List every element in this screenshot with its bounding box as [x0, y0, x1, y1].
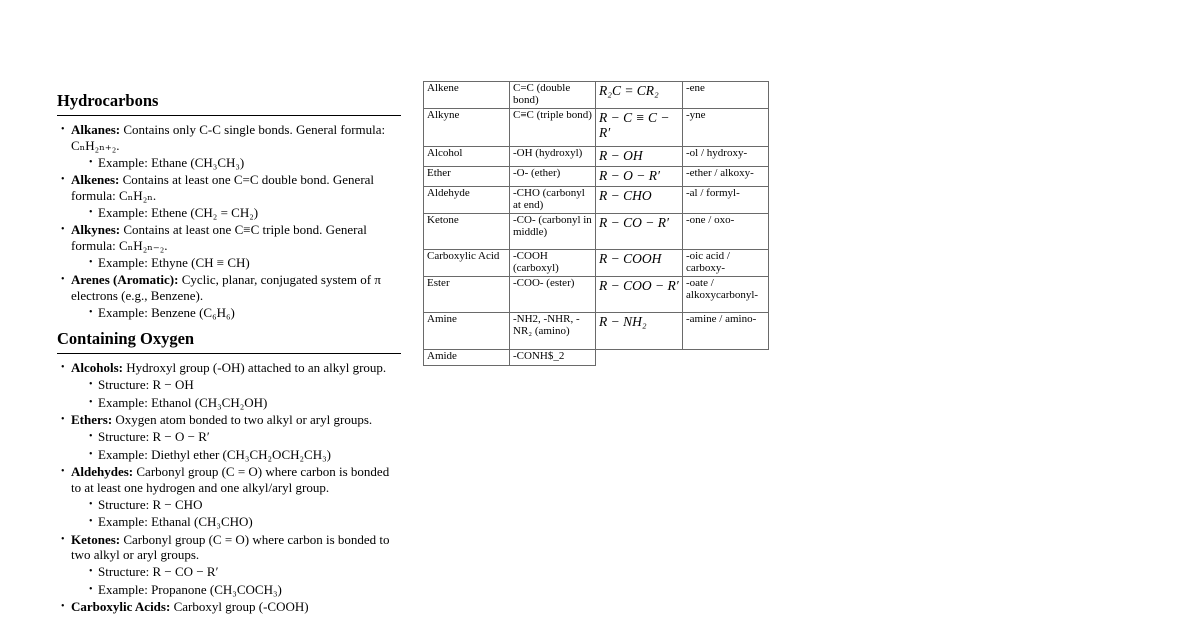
formula-cell: R − CO − R′	[596, 214, 683, 250]
formula-cell: R − COOH	[596, 250, 683, 277]
item-text: Carbonyl group (C = O) where carbon is bonded to at least one hydrogen and one alkyl/aryl group.	[71, 464, 390, 495]
item-text: Contains at least one C=C double bond. General formula: CₙH₂ₙ.	[71, 172, 375, 203]
list-item	[57, 122, 401, 170]
table-row	[424, 167, 769, 187]
table-cell: -ether / alkoxy-	[683, 167, 769, 187]
table-row	[424, 214, 769, 250]
table-cell: -amine / amino-	[683, 313, 769, 350]
table-cell: C≡C (triple bond)	[510, 109, 596, 147]
item-list	[57, 122, 401, 320]
table-cell: C=C (double bond)	[510, 82, 596, 109]
groups-table	[423, 81, 769, 366]
table-cell: -one / oxo-	[683, 214, 769, 250]
item-term: Alcohols:	[71, 360, 123, 375]
table-cell: -ol / hydroxy-	[683, 147, 769, 167]
empty-cell	[596, 350, 683, 366]
sub-item: • Example: Ethanal (CH₃CHO)	[71, 514, 401, 530]
table-cell: Alkene	[424, 82, 510, 109]
table-row	[424, 313, 769, 350]
sub-item: • Structure: R − CO − R′	[71, 564, 401, 580]
list-item	[57, 222, 401, 270]
table-cell: Alkyne	[424, 109, 510, 147]
sub-item: • Example: Ethene (CH₂ = CH₂)	[71, 205, 401, 221]
item-term: Alkynes:	[71, 222, 121, 237]
item-term: Arenes (Aromatic):	[71, 272, 179, 287]
section-title: Hydrocarbons	[57, 90, 401, 116]
formula-cell: R − OH	[596, 147, 683, 167]
table-cell: -CO- (carbonyl in middle)	[510, 214, 596, 250]
list-item	[57, 272, 401, 320]
formula-cell: R − NH₂	[596, 313, 683, 350]
table-cell: -COOH (carboxyl)	[510, 250, 596, 277]
table-cell: Ether	[424, 167, 510, 187]
sub-item: • Structure: R − O − R′	[71, 429, 401, 445]
item-text: Hydroxyl group (-OH) attached to an alkyl group.	[126, 360, 387, 375]
table-cell: Ketone	[424, 214, 510, 250]
formula-cell: R − C ≡ C − R′	[596, 109, 683, 147]
table-cell: -oic acid / carboxy-	[683, 250, 769, 277]
table-row	[424, 250, 769, 277]
section-hydrocarbons	[57, 90, 401, 320]
table-cell: -CONH$_2	[510, 350, 596, 366]
item-list	[57, 360, 401, 615]
sub-item: • Example: Ethyne (CH ≡ CH)	[71, 255, 401, 271]
table-cell: Ester	[424, 277, 510, 313]
formula-cell: R − COO − R′	[596, 277, 683, 313]
list-item	[57, 599, 401, 615]
item-term: Ketones:	[71, 531, 121, 547]
table-cell: Alcohol	[424, 147, 510, 167]
table-cell: -al / formyl-	[683, 187, 769, 214]
section-title: Containing Oxygen	[57, 328, 401, 354]
list-item	[57, 172, 401, 220]
table-cell: -oate / alkoxycarbonyl-	[683, 277, 769, 313]
item-text: Contains at least one C≡C triple bond. General formula: CₙH₂ₙ₋₂.	[71, 222, 367, 253]
item-text: Contains only C-C single bonds. General formula: CₙH₂ₙ₊₂.	[71, 122, 386, 153]
table-cell: -O- (ether)	[510, 167, 596, 187]
item-term: Carboxylic Acids:	[71, 599, 171, 614]
empty-cell	[683, 350, 769, 366]
sub-item: • Example: Ethane (CH₃CH₃)	[71, 155, 401, 171]
table-row	[424, 350, 769, 366]
table-cell: -OH (hydroxyl)	[510, 147, 596, 167]
sub-item: • Structure: R − OH	[71, 377, 401, 393]
list-item	[57, 412, 401, 462]
list-item	[57, 464, 401, 530]
table-cell: -CHO (carbonyl at end)	[510, 187, 596, 214]
table-cell: -ene	[683, 82, 769, 109]
notes-column	[57, 90, 401, 616]
formula-cell: R₂C = CR₂	[596, 82, 683, 109]
sub-item: • Example: Propanone (CH₃COCH₃)	[71, 582, 401, 598]
table-cell: -yne	[683, 109, 769, 147]
sub-item: • Example: Ethanol (CH₃CH₂OH)	[71, 395, 401, 411]
table-row	[424, 147, 769, 167]
table-row	[424, 277, 769, 313]
item-term: Aldehydes:	[71, 464, 134, 479]
item-term: Alkanes:	[71, 122, 121, 137]
section-containing-oxygen	[57, 328, 401, 615]
table-cell: Carboxylic Acid	[424, 250, 510, 277]
table-cell: -COO- (ester)	[510, 277, 596, 313]
sub-item: • Example: Diethyl ether (CH₃CH₂OCH₂CH₃)	[71, 447, 401, 463]
table-cell: -NH2, -NHR, -NR₂ (amino)	[510, 313, 596, 350]
list-item	[57, 532, 401, 598]
item-text: Cyclic, planar, conjugated system of π electrons (e.g., Benzene).	[71, 272, 381, 303]
formula-cell: R − O − R′	[596, 167, 683, 187]
item-text: Carboxyl group (-COOH)	[173, 599, 309, 614]
table-row	[424, 109, 769, 147]
item-term: Alkenes:	[71, 172, 120, 187]
functional-groups-table	[423, 81, 769, 366]
table-row	[424, 82, 769, 109]
item-text: Carbonyl group (C = O) where carbon is bonded to two alkyl or aryl groups.	[71, 531, 390, 562]
table-row	[424, 187, 769, 214]
formula-cell: R − CHO	[596, 187, 683, 214]
table-cell: Amide	[424, 350, 510, 366]
item-term: Ethers:	[71, 412, 113, 427]
item-text: Oxygen atom bonded to two alkyl or aryl groups.	[115, 412, 373, 427]
table-cell: Aldehyde	[424, 187, 510, 214]
sub-item: • Structure: R − CHO	[71, 497, 401, 513]
sub-item: • Example: Benzene (C₆H₆)	[71, 305, 401, 321]
table-cell: Amine	[424, 313, 510, 350]
list-item	[57, 360, 401, 410]
